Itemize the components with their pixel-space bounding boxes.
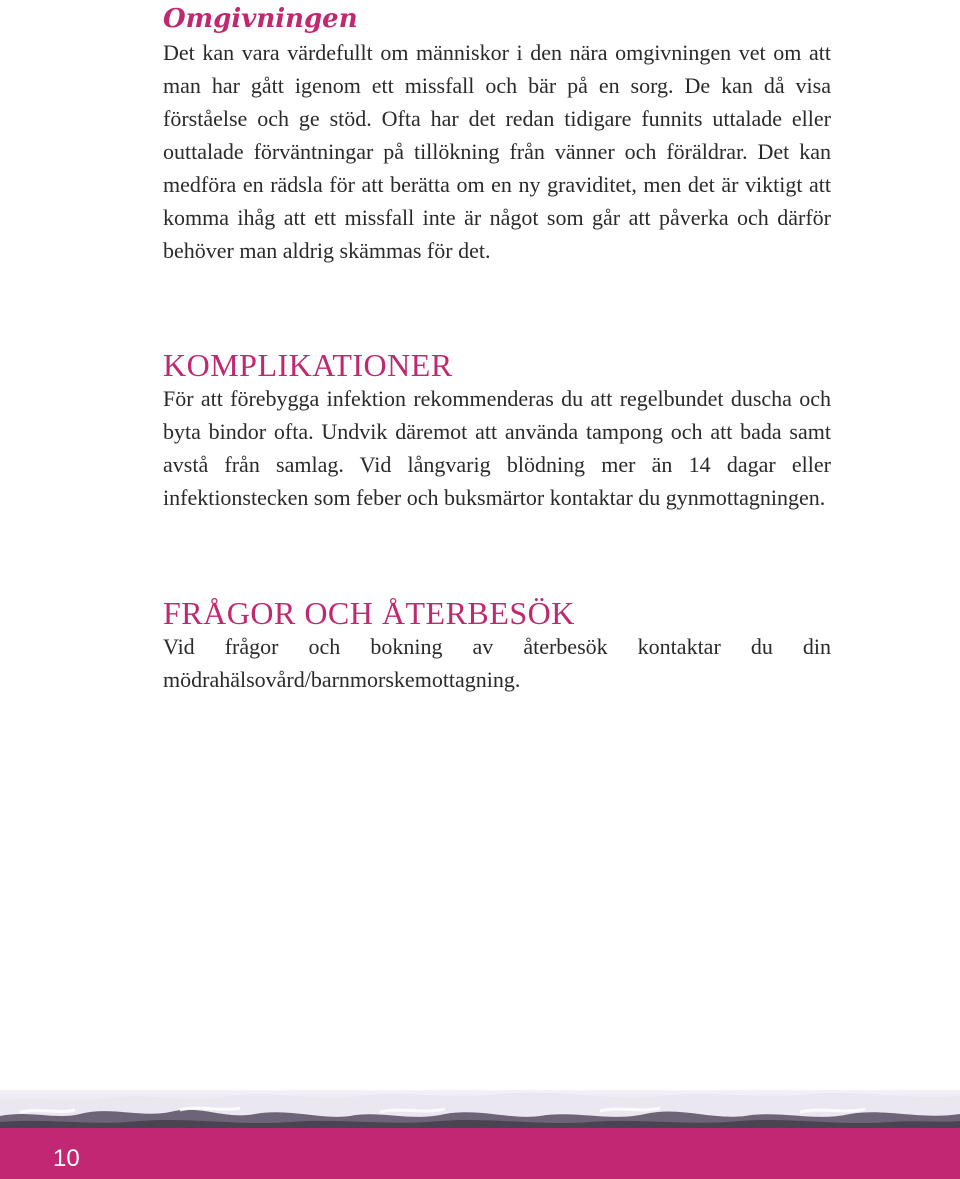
page-number: 10 xyxy=(53,1145,80,1172)
section-komplikationer xyxy=(163,348,831,514)
section-body: Vid frågor och bokning av återbesök kontaktar du din mödrahälsovård/barnmorskemottagning. xyxy=(163,634,831,692)
section-heading: KOMPLIKATIONER xyxy=(163,347,453,383)
section-heading: Omgivningen xyxy=(163,4,358,34)
section-omgivningen xyxy=(163,2,831,267)
section-fragor-och-aterbesok xyxy=(163,596,831,696)
section-body: För att förebygga infektion rekommenderas du att regelbundet duscha och byta bindor ofta. Undvik däremot att använda tampong och att bada samt avstå från samlag. Vid långvarig blödning mer än 14 dagar eller infektionstecken som feber och buksmärtor kontaktar du gynmottagningen. xyxy=(163,386,831,510)
section-heading: FRÅGOR OCH ÅTERBESÖK xyxy=(163,595,575,631)
waves-over-rocks-image xyxy=(0,1090,960,1128)
section-body: Det kan vara värdefullt om människor i den nära omgivningen vet om att man har gått igenom ett missfall och bär på en sorg. De kan då visa förståelse och ge stöd. Ofta har det redan tidigare funnits uttalade eller outtalade förväntningar på tillökning från vänner och föräldrar. Det kan medföra en rädsla för att berätta om en ny graviditet, men det är viktigt att komma ihåg att ett missfall inte är något som går att påverka och därför behöver man aldrig skämmas för det. xyxy=(163,40,831,263)
footer-bar xyxy=(0,1128,960,1179)
